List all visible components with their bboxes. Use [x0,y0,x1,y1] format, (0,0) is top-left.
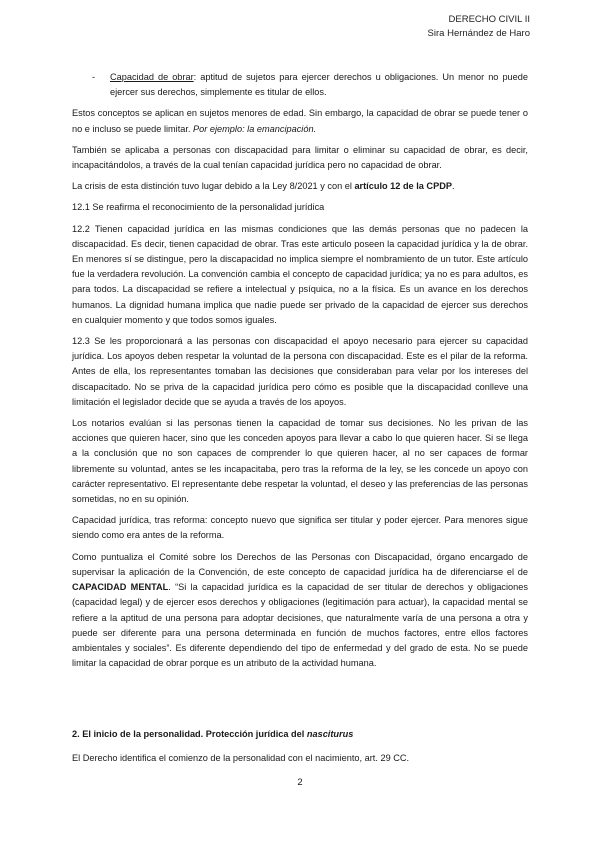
nasciturus-term: nasciturus [306,729,354,740]
mental-capacity-term: CAPACIDAD MENTAL [72,582,169,593]
bullet-text: : aptitud de sujetos para ejercer derechos u obligaciones. Un menor no puede ejercer sus derechos, simplemente es titular de ellos. [110,72,528,98]
paragraph-12-2: 12.2 Tienen capacidad jurídica en las mismas condiciones que las demás personas que no padecen la discapacidad. Es decir, tienen capacidad de obrar. Tras este articulo poseen la capacidad jurídica y la de obrar. En menores sí se distingue, pero la discapacidad no implica siempre el nombramiento de un tutor. Este artículo fue la verdadera revolución. La convención cambia el concepto de capacidad jurídica; ya no es para adultos, es para todos. La discapacidad se refiere a intelectual y psíquica, no a la física. Es un avance en los derechos humanos. La dignidad humana implica que nadie puede ser privado de la capacidad de ejercer sus derechos en cualquier momento y que todos somos iguales. [72,223,528,325]
bullet-term: Capacidad de obrar [110,72,194,82]
paragraph-notaries: Los notarios evalúan si las personas tienen la capacidad de tomar sus decisiones. No les privan de las acciones que quieren hacer, sino que les conceden apoyos para llevar a cabo lo que quieren hacer. Si se llega a la conclusión que no son capaces de comprender lo que quieren hacer, al no ser capaces de formar libremente su voluntad, antes se les incapacitaba, pero tras la reforma de la ley, se les concede un apoyo con carácter representativo. El representante debe respetar la voluntad, el deseo y las preferencias de las personas sometidas, no en su opinión. [72,418,528,505]
paragraph-mental-capacity: Como puntualiza el Comité sobre los Derechos de las Personas con Discapacidad, órgano encargado de supervisar la aplicación de la Convención, de este concepto de capacidad jurídica ha de diferenciarse el de CAPACIDAD MENTAL. “Si la capacidad jurídica es la capacidad de ser titular de derechos y obligaciones (capacidad legal) y de ejercer esos derechos y obligaciones (legitimación para actuar), la capacidad mental se refiere a la aptitud de una persona para adoptar decisiones, que naturalmente varía de una persona a otra y puede ser diferente para una persona determinada en función de muchos factores, entre ellos factores ambientales y sociales”. Es diferente dependiendo del tipo de enfermedad y del grado de esta. No se puede limitar la capacidad de obrar porque es un atributo de la actividad humana. [72,551,528,669]
page-header [428,13,530,41]
section-2-heading: 2. El inicio de la personalidad. Protección jurídica del nasciturus [72,729,354,740]
paragraph-1: Estos conceptos se aplican en sujetos menores de edad. Sin embargo, la capacidad de obrar se puede tener o no e incluso se puede limitar. Por ejemplo: la emancipación. [72,108,528,134]
paragraph-legal-capacity: Capacidad jurídica, tras reforma: concepto nuevo que significa ser titular y poder ejercer. Para menores sigue siendo como era antes de la reforma. [72,515,528,541]
document-body [72,70,528,772]
author-name: Sira Hernández de Haro [427,28,530,39]
page-number: 2 [297,777,303,788]
bullet-dash: - [92,72,96,82]
article-12-ref: artículo 12 de la CPDP [354,181,452,192]
emancipation-example: Por ejemplo: la emancipación. [193,123,317,134]
paragraph-12-1: 12.1 Se reafirma el reconocimiento de la personalidad jurídica [72,202,325,213]
paragraph-12-3: 12.3 Se les proporcionará a las personas con discapacidad el apoyo necesario para ejercer su capacidad jurídica. Los apoyos deben respetar la voluntad de la persona con discapacidad. Este es el pilar de la reforma. Antes de ella, los representantes tomaban las decisiones que consideraban para velar por los intereses del discapacitado. No se priva de la capacidad jurídica pero cómo es posible que la discapacidad conlleve una limitación el legislador decide que se ayuda a través de los apoyos. [72,336,528,407]
paragraph-3: La crisis de esta distinción tuvo lugar debido a la Ley 8/2021 y con el artículo 12 de la CPDP. [72,181,455,192]
course-title: DERECHO CIVIL II [448,14,530,25]
section-2-text: El Derecho identifica el comienzo de la personalidad con el nacimiento, art. 29 CC. [72,752,410,763]
bullet-item [92,70,528,100]
paragraph-2: También se aplicaba a personas con discapacidad para limitar o eliminar su capacidad de obrar, es decir, incapacitándolos, a través de la cual tenían capacidad jurídica pero no capacidad de obrar. [72,144,528,171]
